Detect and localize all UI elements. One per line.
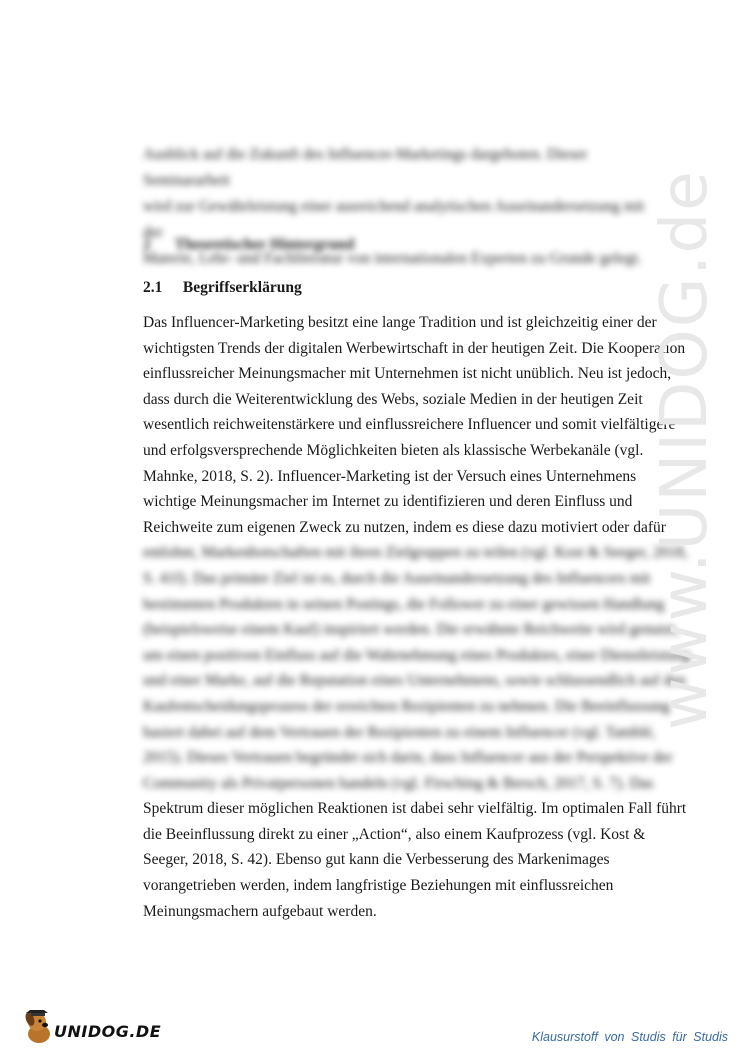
paragraph-line: wesentlich reichweitenstärkere und einflussreichere Influencer und somit vielfältigere [143,416,676,434]
blurred-paragraph-line: basiert dabei auf dem Vertrauen der Rezipienten zu einem Influencer (vgl. Tamblé, [143,723,656,741]
paragraph-line: Seeger, 2018, S. 42). Ebenso gut kann die Verbesserung des Markenimages [143,851,610,869]
blurred-paragraph-line: bestimmten Produkten in seinen Postings, die Follower zu einer gewissen Handlung [143,595,665,613]
paragraph-line: Meinungsmachern aufgebaut werden. [143,902,377,920]
unidog-logo [22,1008,162,1048]
paragraph-line: Mahnke, 2018, S. 2). Influencer-Marketing ist der Versuch eines Unternehmens [143,467,637,485]
section-number: 2.1 [143,279,163,296]
blurred-paragraph-line: 2015). Dieses Vertrauen begründet sich darin, dass Influencer aus der Perspektive der [143,749,673,767]
blurred-paragraph-line: entlohnt, Markenbotschaften mit ihren Zielgruppen zu teilen (vgl. Kost & Seeger, 2018, [143,544,688,562]
paragraph-line: dass durch die Weiterentwicklung des Webs, soziale Medien in der heutigen Zeit [143,390,643,408]
blurred-paragraph-line: (beispielsweise einem Kauf) inspiriert werden. Die erwähnte Reichweite wird genutzt, [143,621,679,639]
paragraph-line: Reichweite zum eigenen Zweck zu nutzen, indem es diese dazu motiviert oder dafür [143,518,666,536]
heading-title: Theoretischer Hintergrund [174,236,355,253]
watermark-text: www.UNIDOG.de [648,169,722,730]
paragraph-line: die Beeinflussung direkt zu einer „Action“, also einem Kaufprozess (vgl. Kost & [143,825,646,843]
watermark [648,169,750,730]
body-paragraph [143,310,691,924]
blurred-line: wird zur Gewährleistung einer ausreichend analytischen Auseinandersetzung mit der [143,198,645,241]
blurred-paragraph-line: S. 41f). Das primäre Ziel ist es, durch die Auseinandersetzung des Influencers mit [143,569,651,587]
paragraph-line: Spektrum dieser möglichen Reaktionen ist dabei sehr vielfältig. Im optimalen Fall führt [143,800,687,818]
paragraph-line: wichtige Meinungsmacher im Internet zu identifizieren und deren Einfluss und [143,493,633,511]
paragraph-line: wichtigsten Trends der digitalen Werbewirtschaft in der heutigen Zeit. Die Kooperation [143,339,686,357]
section-heading [143,276,663,300]
blurred-paragraph-line: Community als Privatpersonen handeln (vgl. Firsching & Bersch, 2017, S. 7). Das [143,774,654,792]
blurred-paragraph-line: Kaufentscheidungsprozess der erreichten Rezipienten zu nehmen. Die Beeinflussung [143,697,670,715]
dog-mascot-icon [22,1010,56,1046]
paragraph-line: vorangetrieben werden, indem langfristige Beziehungen mit einflussreichen [143,877,614,895]
blurred-section-heading [143,232,663,258]
section-title: Begriffserklärung [182,279,302,296]
blurred-paragraph-line: um einen positiven Einfluss auf die Wahrnehmung eines Produktes, einer Dienstleistung [143,646,691,664]
paragraph-line: Das Influencer-Marketing besitzt eine lange Tradition und ist gleichzeitig einer der [143,314,657,331]
blurred-line: Materie, Lehr- und Fachliteratur von internationalen Experten zu Grunde gelegt. [143,250,642,267]
paragraph-line: und erfolgsversprechende Möglichkeiten bieten als klassische Werbekanäle (vgl. [143,441,644,459]
paragraph-line: einflussreicher Meinungsmacher mit Unternehmen ist nicht unüblich. Neu ist jedoch, [143,365,672,383]
footer-tagline: Klausurstoff von Studis für Studis [531,1030,728,1044]
logo-text: UNIDOG.DE [54,1022,162,1041]
blurred-line: Ausblick auf die Zukunft des Influencer-Marketings dargeboten. Dieser Seminararbeit [143,146,588,189]
blurred-paragraph-line: und einer Marke, auf die Reputation eines Unternehmens, sowie schlussendlich auf den [143,672,686,690]
heading-number: 2 [143,236,151,253]
